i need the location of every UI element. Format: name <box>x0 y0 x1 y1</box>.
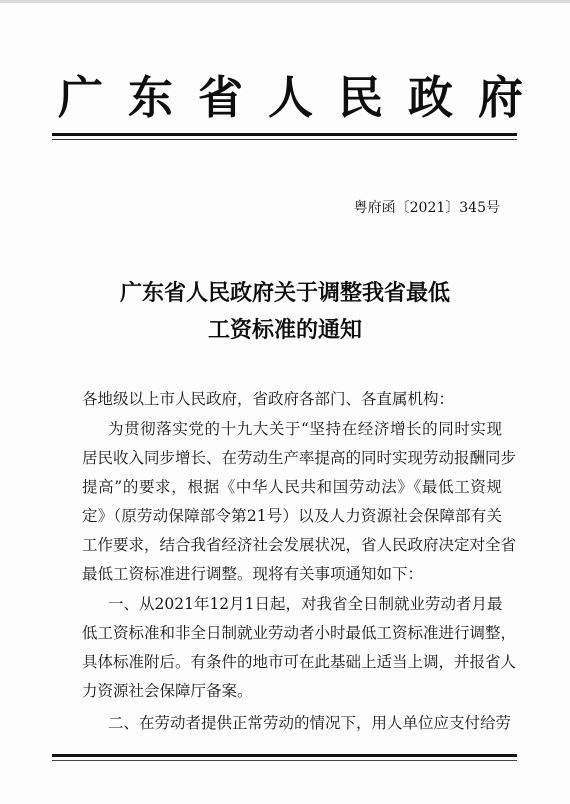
paragraph-1-line: 定》（原劳动保障部令第21号）以及人力资源社会保障部有关 <box>82 507 502 525</box>
footer-rule-thin <box>52 760 517 761</box>
paragraph-1-line: 最低工资标准进行调整。现将有关事项通知如下： <box>82 565 424 583</box>
paragraph-2-line: 一、从2021年12月1日起，对我省全日制就业劳动者月最 <box>108 595 503 613</box>
document-title-line-1: 广东省人民政府关于调整我省最低 <box>119 280 450 306</box>
paragraph-1-line: 居民收入同步增长、在劳动生产率提高的同时实现劳动报酬同步 <box>82 449 517 467</box>
document-title-line-2: 工资标准的通知 <box>207 317 362 343</box>
issuing-organization: 广东省人民政府 <box>58 71 549 124</box>
paragraph-2-line: 具体标准附后。有条件的地市可在此基础上适当上调，并报省人 <box>82 653 517 671</box>
footer-rule-thick <box>52 754 517 757</box>
paragraph-1-line: 为贯彻落实党的十九大关于“坚持在经济增长的同时实现 <box>108 420 502 438</box>
paragraph-1-line: 工作要求，结合我省经济社会发展状况，省人民政府决定对全省 <box>82 536 517 554</box>
document-number: 粤府函〔2021〕345号 <box>353 200 500 216</box>
paragraph-3-line: 二、在劳动者提供正常劳动的情况下，用人单位应支付给劳 <box>108 714 512 732</box>
scan-edge <box>0 0 570 3</box>
paragraph-2-line: 低工资标准和非全日制就业劳动者小时最低工资标准进行调整， <box>82 624 517 642</box>
header-rule-thick <box>52 133 517 136</box>
header-rule-thin <box>52 139 517 140</box>
addressee-line: 各地级以上市人民政府，省政府各部门、各直属机构： <box>82 390 455 408</box>
paragraph-1-line: 提高”的要求，根据《中华人民共和国劳动法》《最低工资规 <box>82 478 502 496</box>
paragraph-2-line: 力资源社会保障厅备案。 <box>82 682 253 700</box>
